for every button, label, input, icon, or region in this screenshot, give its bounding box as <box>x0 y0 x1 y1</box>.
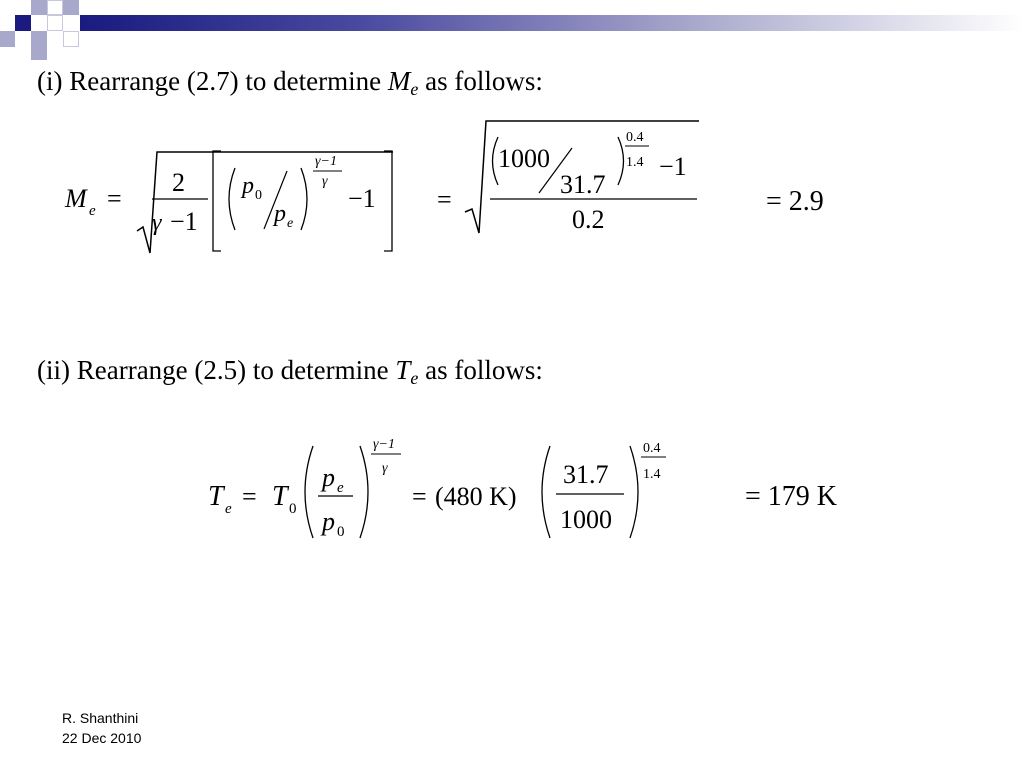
eq2-p0-sub: 0 <box>337 524 345 540</box>
eq2-left-paren <box>305 446 313 538</box>
eq2-equals-2: = <box>412 482 427 511</box>
decor-square <box>47 15 63 31</box>
decor-square <box>31 0 47 15</box>
part-i-suffix: as follows: <box>418 66 543 96</box>
eq2-equals: = <box>242 482 257 511</box>
part-i-prefix: (i) Rearrange (2.7) to determine <box>37 66 388 96</box>
decor-square <box>15 15 31 31</box>
eq1n-minus-one: −1 <box>659 152 687 181</box>
eq2n-exp-num: 0.4 <box>643 441 661 456</box>
eq1n-p0-value: 1000 <box>498 144 550 173</box>
eq2-t0-symbol: T <box>272 481 288 512</box>
slide-header-decoration <box>0 0 1024 60</box>
eq1-exp-den: γ <box>322 174 328 189</box>
eq1-p0: p <box>242 173 254 199</box>
eq1n-equals: = <box>437 185 452 214</box>
equation-1-symbolic <box>55 135 405 260</box>
eq2-t0-value: (480 K) <box>435 482 517 511</box>
part-i-subscript: e <box>410 79 419 99</box>
eq2-pe: p <box>322 463 335 492</box>
eq1-lhs-symbol: M <box>65 184 87 213</box>
eq2-pe-sub: e <box>337 480 344 496</box>
eq1-coef-gamma: γ <box>152 210 162 236</box>
eq2-exp-den: γ <box>382 461 388 476</box>
eq1-p0-sub: 0 <box>255 188 262 203</box>
eq2n-left-paren <box>542 446 550 538</box>
decor-square <box>63 31 79 47</box>
eq1-lhs-sub: e <box>89 203 96 219</box>
eq1-exp-num: γ−1 <box>315 154 337 169</box>
footer-author: R. Shanthini <box>62 710 139 726</box>
eq1-left-bracket <box>213 151 221 251</box>
footer-date: 22 Dec 2010 <box>62 730 142 746</box>
eq2-t0-sub: 0 <box>289 501 297 517</box>
eq2n-num-value: 31.7 <box>563 460 609 489</box>
eq1-right-paren <box>301 168 307 230</box>
eq1n-exp-num: 0.4 <box>626 130 644 145</box>
decor-square <box>47 0 63 15</box>
eq1n-pe-value: 31.7 <box>560 170 606 199</box>
eq1n-right-paren <box>618 137 624 185</box>
eq1n-den-value: 0.2 <box>572 205 605 234</box>
eq2-p0: p <box>322 507 335 536</box>
eq1n-exp-den: 1.4 <box>626 155 644 170</box>
eq1-right-bracket <box>384 151 392 251</box>
eq1-minus-one: −1 <box>348 184 376 213</box>
eq1-pe-sub: e <box>287 216 294 231</box>
eq2-right-paren <box>360 446 368 538</box>
eq2n-right-paren <box>630 446 638 538</box>
eq1-coef-num: 2 <box>172 168 185 197</box>
decor-square <box>63 0 79 15</box>
eq2n-exp-den: 1.4 <box>643 467 661 482</box>
part-i-heading <box>37 66 543 100</box>
eq1-pe: p <box>274 201 286 227</box>
decor-square <box>0 31 15 47</box>
decor-square <box>31 31 47 47</box>
part-ii-heading <box>37 355 543 389</box>
header-gradient-bar <box>80 15 1024 31</box>
decor-square <box>31 47 47 60</box>
part-i-symbol: M <box>387 66 411 96</box>
eq1-left-paren <box>229 168 235 230</box>
equation-1-numeric <box>435 115 705 240</box>
part-ii-subscript: e <box>410 368 419 388</box>
part-ii-symbol: T <box>395 355 411 385</box>
decor-square <box>0 0 15 15</box>
equation-2-result: = 179 K <box>745 481 838 512</box>
eq1-coef-minus-one: −1 <box>170 207 198 236</box>
eq2n-den-value: 1000 <box>560 505 612 534</box>
equation-1-result: = 2.9 <box>766 186 824 217</box>
slide-footer <box>62 708 141 748</box>
part-ii-prefix: (ii) Rearrange (2.5) to determine <box>37 355 396 385</box>
part-ii-suffix: as follows: <box>418 355 543 385</box>
equation-2 <box>200 428 680 553</box>
eq2-lhs-sub: e <box>225 501 232 517</box>
eq2-exp-num: γ−1 <box>373 437 395 452</box>
eq2-lhs-symbol: T <box>208 481 224 512</box>
eq1-equals: = <box>107 184 122 213</box>
